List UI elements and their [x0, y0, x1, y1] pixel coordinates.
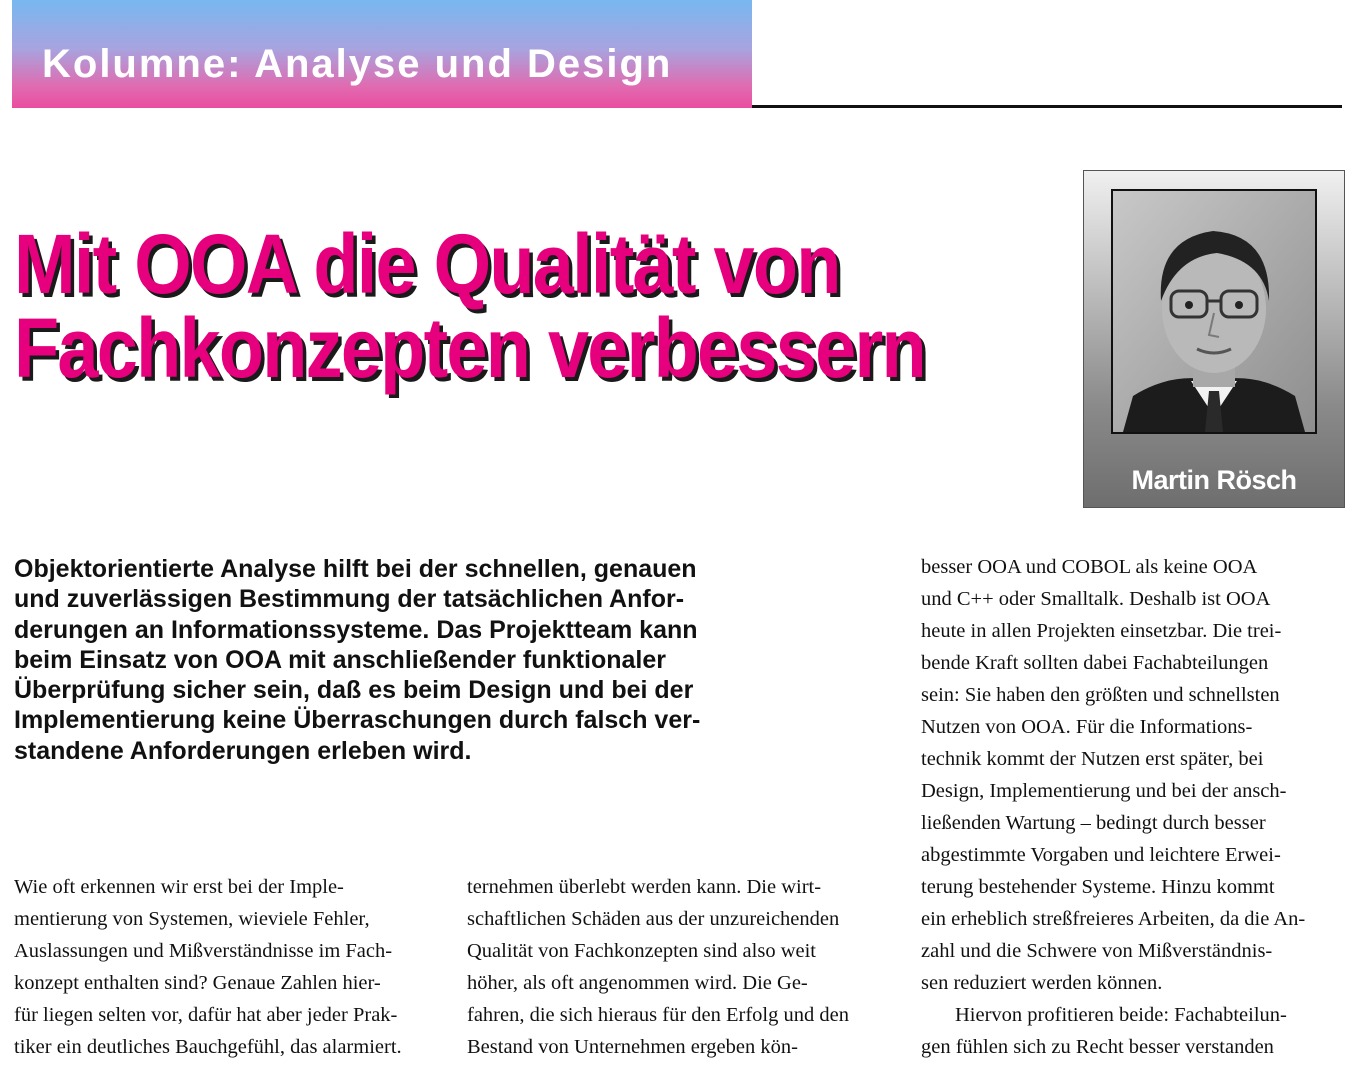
- author-portrait: [1111, 189, 1317, 434]
- lead-paragraph: [14, 554, 894, 766]
- body-line: Hiervon profitieren beide: Fachabteilun-: [955, 1004, 1287, 1026]
- body-line: Qualität von Fachkonzepten sind also weit: [467, 940, 816, 962]
- body-line: sen reduziert werden können.: [921, 972, 1163, 994]
- body-line: besser OOA und COBOL als keine OOA: [921, 556, 1258, 578]
- lead-line: und zuverlässigen Bestimmung der tatsächlichen Anfor-: [14, 585, 685, 614]
- body-line: ließenden Wartung – bedingt durch besser: [921, 812, 1266, 834]
- body-line: Wie oft erkennen wir erst bei der Imple-: [14, 876, 344, 898]
- body-line: gen fühlen sich zu Recht besser verstanden: [921, 1036, 1274, 1058]
- body-line: heute in allen Projekten einsetzbar. Die trei-: [921, 620, 1282, 642]
- body-line: höher, als oft angenommen wird. Die Ge-: [467, 972, 808, 994]
- lead-line: Implementierung keine Überraschungen durch falsch ver-: [14, 706, 701, 735]
- body-column-3: [921, 551, 1346, 1063]
- body-line: sein: Sie haben den größten und schnellsten: [921, 684, 1280, 706]
- body-line: abgestimmte Vorgaben und leichtere Erwei-: [921, 844, 1281, 866]
- lead-line: Objektorientierte Analyse hilft bei der schnellen, genauen: [14, 555, 697, 583]
- body-line: und C++ oder Smalltalk. Deshalb ist OOA: [921, 588, 1271, 610]
- body-line: fahren, die sich hieraus für den Erfolg und den: [467, 1004, 849, 1026]
- lead-line: beim Einsatz von OOA mit anschließender funktionaler: [14, 645, 666, 674]
- header-rule: [752, 105, 1342, 108]
- body-line: bende Kraft sollten dabei Fachabteilungen: [921, 652, 1269, 674]
- body-line: Design, Implementierung und bei der ansch-: [921, 780, 1287, 802]
- body-line: ein erheblich streßfreieres Arbeiten, da die An-: [921, 908, 1306, 930]
- body-line: Auslassungen und Mißverständnisse im Fach-: [14, 940, 393, 962]
- author-name: Martin Rösch: [1131, 465, 1297, 495]
- body-line: schaftlichen Schäden aus der unzureichenden: [467, 908, 840, 930]
- body-column-1: [14, 871, 439, 1063]
- body-line: zahl und die Schwere von Mißverständnis-: [921, 940, 1273, 962]
- body-line: terung bestehender Systeme. Hinzu kommt: [921, 876, 1275, 898]
- headline: [14, 217, 925, 395]
- author-box: [1083, 170, 1345, 508]
- body-line: Bestand von Unternehmen ergeben kön-: [467, 1036, 798, 1058]
- body-line: technik kommt der Nutzen erst später, bei: [921, 748, 1264, 770]
- body-line: tiker ein deutliches Bauchgefühl, das alarmiert.: [14, 1036, 402, 1058]
- lead-line: Überprüfung sicher sein, daß es beim Design und bei der: [14, 676, 694, 705]
- lead-line: derungen an Informationssysteme. Das Projektteam kann: [14, 615, 698, 644]
- body-line: Nutzen von OOA. Für die Informations-: [921, 716, 1253, 738]
- body-line: für liegen selten vor, dafür hat aber jeder Prak-: [14, 1004, 398, 1026]
- headline-line-2: Fachkonzepten verbessern: [14, 301, 925, 395]
- body-line: mentierung von Systemen, wieviele Fehler,: [14, 908, 370, 930]
- column-label: Kolumne: Analyse und Design: [42, 42, 673, 86]
- body-line: ternehmen überlebt werden kann. Die wirt-: [467, 876, 822, 898]
- lead-line: standene Anforderungen erleben wird.: [14, 736, 472, 765]
- body-column-2: [467, 871, 892, 1063]
- body-line: konzept enthalten sind? Genaue Zahlen hier-: [14, 972, 381, 994]
- headline-line-1: Mit OOA die Qualität von: [14, 217, 840, 311]
